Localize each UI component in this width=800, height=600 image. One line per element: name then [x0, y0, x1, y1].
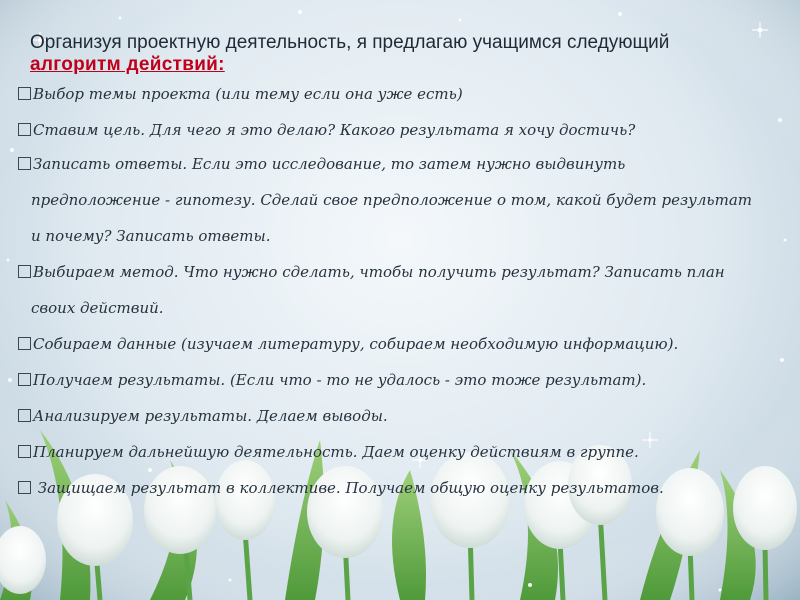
item-text: Защищаем результат в коллективе. Получаем общую оценку результатов.: [33, 479, 664, 497]
item-text: Получаем результаты. (Если что - то не удалось - это тоже результат).: [33, 371, 647, 389]
list-item: [18, 434, 778, 470]
bullet-box-icon: [18, 87, 31, 100]
list-item: [18, 470, 778, 506]
list-item: [18, 112, 778, 148]
item-text-continuation: и почему? Записать ответы.: [31, 227, 271, 245]
item-text: Выбор темы проекта (или тему если она уже есть): [33, 85, 463, 103]
slide-heading: [30, 32, 770, 76]
list-item: [18, 362, 778, 398]
heading-line: Организуя проектную деятельность, я предлагаю учащимся следующий: [30, 32, 670, 53]
item-text: Выбираем метод. Что нужно сделать, чтобы получить результат? Записать план: [33, 263, 725, 281]
bullet-box-icon: [18, 481, 31, 494]
item-text: Записать ответы. Если это исследование, то затем нужно выдвинуть: [33, 155, 626, 173]
item-text-continuation: предположение - гипотезу. Сделай свое предположение о том, какой будет результат: [31, 191, 752, 209]
bullet-box-icon: [18, 373, 31, 386]
heading-accent-text: алгоритм действий:: [30, 54, 225, 75]
list-item: [18, 254, 778, 326]
item-text: Собираем данные (изучаем литературу, собираем необходимую информацию).: [33, 335, 679, 353]
bullet-box-icon: [18, 337, 31, 350]
item-text: Анализируем результаты. Делаем выводы.: [33, 407, 388, 425]
item-text-continuation: своих действий.: [31, 299, 164, 317]
bullet-box-icon: [18, 157, 31, 170]
list-item: [18, 146, 778, 254]
list-item: [18, 398, 778, 434]
item-text: Планируем дальнейшую деятельность. Даем оценку действиям в группе.: [33, 443, 639, 461]
list-item: [18, 76, 778, 112]
bullet-box-icon: [18, 409, 31, 422]
bullet-box-icon: [18, 123, 31, 136]
item-text: Ставим цель. Для чего я это делаю? Какого результата я хочу достичь?: [33, 121, 636, 139]
bullet-box-icon: [18, 445, 31, 458]
list-item: [18, 326, 778, 362]
bullet-box-icon: [18, 265, 31, 278]
